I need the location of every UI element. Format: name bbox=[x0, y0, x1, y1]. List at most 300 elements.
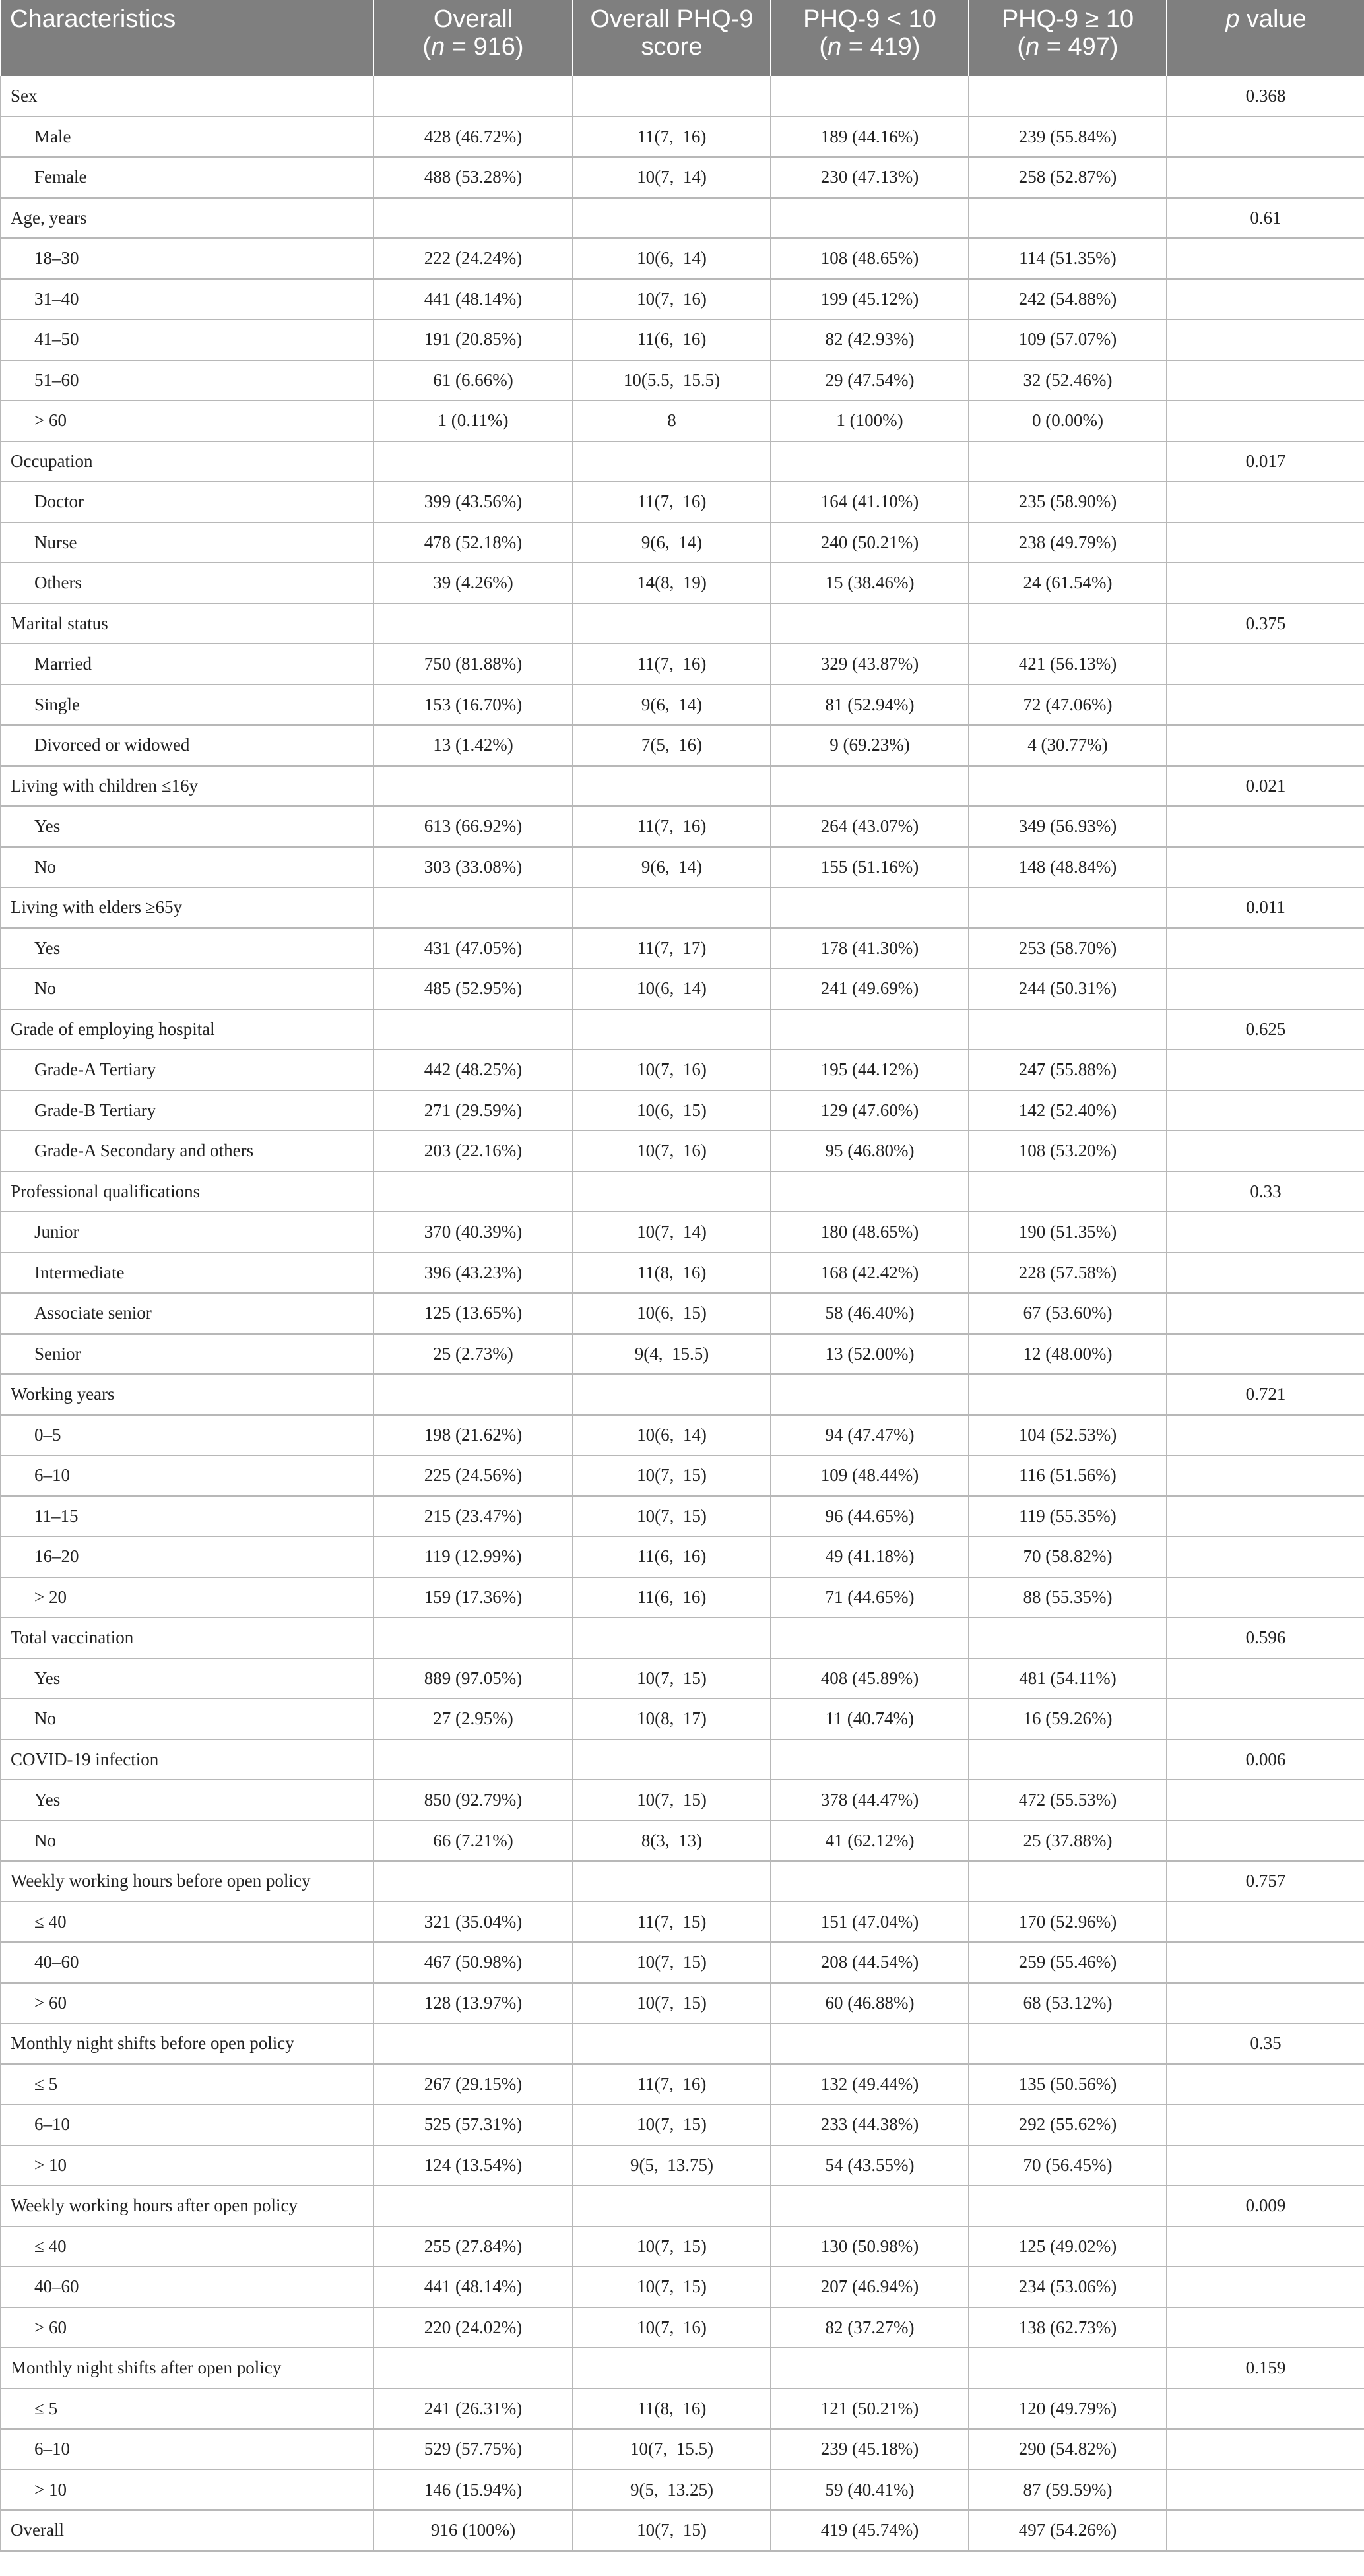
cell-overall bbox=[373, 2348, 573, 2389]
cell-overall: 215 (23.47%) bbox=[373, 1496, 573, 1537]
cell-overall: 159 (17.36%) bbox=[373, 1577, 573, 1618]
cell-overall: 198 (21.62%) bbox=[373, 1415, 573, 1456]
table-row bbox=[1, 2389, 1364, 2430]
cell-overall-score: 10(7, 15) bbox=[573, 2510, 771, 2551]
cell-overall bbox=[373, 441, 573, 482]
cell-phq-lt10: 199 (45.12%) bbox=[771, 279, 969, 320]
cell-phq-ge10: 24 (61.54%) bbox=[969, 563, 1167, 604]
cell-overall-score: 9(6, 14) bbox=[573, 522, 771, 563]
cell-phq-lt10: 130 (50.98%) bbox=[771, 2226, 969, 2267]
cell-phq-lt10: 329 (43.87%) bbox=[771, 644, 969, 685]
cell-phq-ge10: 148 (48.84%) bbox=[969, 847, 1167, 888]
cell-phq-lt10: 419 (45.74%) bbox=[771, 2510, 969, 2551]
cell-overall-score: 10(6, 14) bbox=[573, 1415, 771, 1456]
cell-phq-lt10: 15 (38.46%) bbox=[771, 563, 969, 604]
cell-overall: 255 (27.84%) bbox=[373, 2226, 573, 2267]
cell-overall-score bbox=[573, 198, 771, 239]
cell-overall-score bbox=[573, 2348, 771, 2389]
category-row bbox=[1, 1618, 1364, 1658]
cell-phq-ge10: 290 (54.82%) bbox=[969, 2429, 1167, 2470]
cell-overall: 441 (48.14%) bbox=[373, 2267, 573, 2308]
cell-phq-lt10: 60 (46.88%) bbox=[771, 1983, 969, 2024]
cell-phq-lt10 bbox=[771, 1618, 969, 1658]
cell-p-value bbox=[1167, 1212, 1364, 1253]
cell-phq-lt10: 82 (37.27%) bbox=[771, 2308, 969, 2348]
cell-overall-score: 9(5, 13.75) bbox=[573, 2145, 771, 2186]
cell-overall bbox=[373, 1618, 573, 1658]
cell-characteristic: 6–10 bbox=[1, 1455, 373, 1496]
cell-overall bbox=[373, 1172, 573, 1212]
cell-phq-ge10 bbox=[969, 441, 1167, 482]
cell-phq-ge10: 421 (56.13%) bbox=[969, 644, 1167, 685]
cell-overall-score bbox=[573, 1009, 771, 1050]
cell-phq-ge10: 12 (48.00%) bbox=[969, 1334, 1167, 1375]
cell-phq-ge10 bbox=[969, 604, 1167, 644]
cell-phq-lt10: 54 (43.55%) bbox=[771, 2145, 969, 2186]
cell-p-value: 0.35 bbox=[1167, 2023, 1364, 2064]
cell-phq-ge10 bbox=[969, 887, 1167, 928]
cell-characteristic: Weekly working hours after open policy bbox=[1, 2185, 373, 2226]
cell-p-value bbox=[1167, 1253, 1364, 1294]
cell-phq-lt10: 109 (48.44%) bbox=[771, 1455, 969, 1496]
cell-phq-ge10: 104 (52.53%) bbox=[969, 1415, 1167, 1456]
cell-overall-score: 10(7, 14) bbox=[573, 1212, 771, 1253]
table-row bbox=[1, 2267, 1364, 2308]
cell-overall: 128 (13.97%) bbox=[373, 1983, 573, 2024]
cell-phq-ge10: 244 (50.31%) bbox=[969, 968, 1167, 1009]
cell-overall-score: 11(7, 16) bbox=[573, 117, 771, 158]
cell-phq-ge10: 170 (52.96%) bbox=[969, 1902, 1167, 1943]
cell-phq-ge10 bbox=[969, 76, 1167, 117]
table-row bbox=[1, 1942, 1364, 1983]
cell-characteristic: ≤ 5 bbox=[1, 2064, 373, 2105]
cell-p-value: 0.625 bbox=[1167, 1009, 1364, 1050]
cell-phq-ge10: 472 (55.53%) bbox=[969, 1780, 1167, 1821]
cell-overall: 271 (29.59%) bbox=[373, 1090, 573, 1131]
table-body bbox=[1, 76, 1364, 2551]
cell-p-value bbox=[1167, 400, 1364, 441]
cell-overall: 222 (24.24%) bbox=[373, 238, 573, 279]
cell-overall-score bbox=[573, 1740, 771, 1780]
cell-overall-score: 10(7, 16) bbox=[573, 1050, 771, 1090]
cell-p-value bbox=[1167, 1415, 1364, 1456]
cell-p-value bbox=[1167, 2308, 1364, 2348]
cell-phq-ge10 bbox=[969, 1740, 1167, 1780]
table-row bbox=[1, 2470, 1364, 2511]
cell-characteristic: > 10 bbox=[1, 2145, 373, 2186]
cell-phq-lt10: 41 (62.12%) bbox=[771, 1821, 969, 1862]
cell-characteristic: Married bbox=[1, 644, 373, 685]
cell-characteristic: Associate senior bbox=[1, 1293, 373, 1334]
cell-overall: 153 (16.70%) bbox=[373, 685, 573, 726]
category-row bbox=[1, 2348, 1364, 2389]
table-row bbox=[1, 522, 1364, 563]
table-row bbox=[1, 2145, 1364, 2186]
cell-overall-score: 10(7, 15) bbox=[573, 1942, 771, 1983]
table-row bbox=[1, 1780, 1364, 1821]
cell-p-value bbox=[1167, 1293, 1364, 1334]
cell-phq-ge10: 67 (53.60%) bbox=[969, 1293, 1167, 1334]
table-row bbox=[1, 279, 1364, 320]
cell-overall: 125 (13.65%) bbox=[373, 1293, 573, 1334]
cell-overall: 396 (43.23%) bbox=[373, 1253, 573, 1294]
cell-overall-score bbox=[573, 441, 771, 482]
cell-phq-lt10 bbox=[771, 766, 969, 807]
cell-overall-score: 10(7, 15) bbox=[573, 2226, 771, 2267]
cell-phq-lt10: 9 (69.23%) bbox=[771, 725, 969, 766]
cell-overall-score: 10(7, 15) bbox=[573, 1780, 771, 1821]
cell-phq-ge10: 242 (54.88%) bbox=[969, 279, 1167, 320]
cell-characteristic: Others bbox=[1, 563, 373, 604]
cell-phq-lt10: 408 (45.89%) bbox=[771, 1658, 969, 1699]
cell-phq-ge10: 235 (58.90%) bbox=[969, 482, 1167, 522]
table-row bbox=[1, 1334, 1364, 1375]
cell-characteristic: Divorced or widowed bbox=[1, 725, 373, 766]
cell-p-value bbox=[1167, 1455, 1364, 1496]
table-row bbox=[1, 238, 1364, 279]
cell-characteristic: 40–60 bbox=[1, 1942, 373, 1983]
cell-p-value: 0.159 bbox=[1167, 2348, 1364, 2389]
cell-overall bbox=[373, 2023, 573, 2064]
cell-p-value bbox=[1167, 2389, 1364, 2430]
cell-phq-lt10 bbox=[771, 2185, 969, 2226]
cell-overall-score: 10(7, 15) bbox=[573, 1496, 771, 1537]
cell-overall: 431 (47.05%) bbox=[373, 928, 573, 969]
cell-phq-lt10: 240 (50.21%) bbox=[771, 522, 969, 563]
cell-characteristic: Grade-A Secondary and others bbox=[1, 1131, 373, 1172]
cell-p-value: 0.596 bbox=[1167, 1618, 1364, 1658]
cell-p-value: 0.33 bbox=[1167, 1172, 1364, 1212]
cell-phq-ge10: 135 (50.56%) bbox=[969, 2064, 1167, 2105]
cell-phq-ge10: 70 (58.82%) bbox=[969, 1536, 1167, 1577]
cell-characteristic: 40–60 bbox=[1, 2267, 373, 2308]
cell-phq-lt10: 132 (49.44%) bbox=[771, 2064, 969, 2105]
cell-overall-score: 11(7, 15) bbox=[573, 1902, 771, 1943]
cell-phq-lt10 bbox=[771, 441, 969, 482]
cell-overall-score: 11(7, 16) bbox=[573, 2064, 771, 2105]
cell-overall: 441 (48.14%) bbox=[373, 279, 573, 320]
cell-phq-ge10 bbox=[969, 1861, 1167, 1902]
cell-overall-score bbox=[573, 887, 771, 928]
cell-overall: 267 (29.15%) bbox=[373, 2064, 573, 2105]
cell-phq-lt10 bbox=[771, 198, 969, 239]
cell-overall-score: 10(6, 15) bbox=[573, 1293, 771, 1334]
cell-p-value bbox=[1167, 117, 1364, 158]
cell-overall: 124 (13.54%) bbox=[373, 2145, 573, 2186]
cell-characteristic: Professional qualifications bbox=[1, 1172, 373, 1212]
cell-phq-ge10: 120 (49.79%) bbox=[969, 2389, 1167, 2430]
cell-characteristic: ≤ 5 bbox=[1, 2389, 373, 2430]
cell-overall-score: 10(7, 16) bbox=[573, 2308, 771, 2348]
cell-overall-score bbox=[573, 2023, 771, 2064]
cell-phq-ge10: 108 (53.20%) bbox=[969, 1131, 1167, 1172]
cell-p-value bbox=[1167, 2267, 1364, 2308]
cell-characteristic: No bbox=[1, 1699, 373, 1740]
cell-phq-lt10: 264 (43.07%) bbox=[771, 806, 969, 847]
cell-phq-lt10: 155 (51.16%) bbox=[771, 847, 969, 888]
cell-phq-ge10 bbox=[969, 2023, 1167, 2064]
cell-phq-ge10: 109 (57.07%) bbox=[969, 319, 1167, 360]
cell-characteristic: Grade of employing hospital bbox=[1, 1009, 373, 1050]
cell-phq-lt10: 230 (47.13%) bbox=[771, 157, 969, 198]
cell-phq-lt10: 81 (52.94%) bbox=[771, 685, 969, 726]
cell-phq-ge10: 481 (54.11%) bbox=[969, 1658, 1167, 1699]
cell-characteristic: > 60 bbox=[1, 1983, 373, 2024]
table-row bbox=[1, 360, 1364, 401]
cell-characteristic: No bbox=[1, 847, 373, 888]
cell-characteristic: Single bbox=[1, 685, 373, 726]
cell-phq-ge10: 25 (37.88%) bbox=[969, 1821, 1167, 1862]
cell-characteristic: Intermediate bbox=[1, 1253, 373, 1294]
cell-phq-ge10: 114 (51.35%) bbox=[969, 238, 1167, 279]
cell-characteristic: 11–15 bbox=[1, 1496, 373, 1537]
table-row bbox=[1, 1293, 1364, 1334]
cell-p-value: 0.011 bbox=[1167, 887, 1364, 928]
cell-phq-lt10 bbox=[771, 1172, 969, 1212]
category-row bbox=[1, 1740, 1364, 1780]
cell-overall-score bbox=[573, 1618, 771, 1658]
cell-phq-lt10: 168 (42.42%) bbox=[771, 1253, 969, 1294]
cell-phq-lt10: 164 (41.10%) bbox=[771, 482, 969, 522]
cell-overall: 13 (1.42%) bbox=[373, 725, 573, 766]
cell-overall bbox=[373, 76, 573, 117]
cell-overall: 241 (26.31%) bbox=[373, 2389, 573, 2430]
cell-characteristic: Doctor bbox=[1, 482, 373, 522]
cell-overall-score: 10(7, 15) bbox=[573, 2267, 771, 2308]
cell-characteristic: 16–20 bbox=[1, 1536, 373, 1577]
cell-phq-ge10: 32 (52.46%) bbox=[969, 360, 1167, 401]
cell-overall bbox=[373, 1861, 573, 1902]
cell-phq-ge10: 292 (55.62%) bbox=[969, 2104, 1167, 2145]
cell-p-value: 0.017 bbox=[1167, 441, 1364, 482]
cell-overall-score: 11(8, 16) bbox=[573, 1253, 771, 1294]
cell-phq-ge10: 4 (30.77%) bbox=[969, 725, 1167, 766]
cell-phq-lt10 bbox=[771, 76, 969, 117]
table-row bbox=[1, 319, 1364, 360]
table-header bbox=[1, 0, 1364, 76]
cell-overall-score: 11(7, 17) bbox=[573, 928, 771, 969]
table-row bbox=[1, 1699, 1364, 1740]
table-row bbox=[1, 1821, 1364, 1862]
cell-phq-lt10: 178 (41.30%) bbox=[771, 928, 969, 969]
cell-phq-lt10: 71 (44.65%) bbox=[771, 1577, 969, 1618]
cell-phq-ge10: 253 (58.70%) bbox=[969, 928, 1167, 969]
cell-overall: 370 (40.39%) bbox=[373, 1212, 573, 1253]
cell-phq-lt10: 121 (50.21%) bbox=[771, 2389, 969, 2430]
cell-characteristic: Occupation bbox=[1, 441, 373, 482]
cell-characteristic: > 20 bbox=[1, 1577, 373, 1618]
cell-phq-lt10: 207 (46.94%) bbox=[771, 2267, 969, 2308]
cell-p-value: 0.757 bbox=[1167, 1861, 1364, 1902]
cell-phq-lt10: 11 (40.74%) bbox=[771, 1699, 969, 1740]
cell-phq-lt10: 58 (46.40%) bbox=[771, 1293, 969, 1334]
cell-characteristic: 31–40 bbox=[1, 279, 373, 320]
cell-phq-lt10 bbox=[771, 1861, 969, 1902]
cell-overall bbox=[373, 198, 573, 239]
cell-phq-ge10: 16 (59.26%) bbox=[969, 1699, 1167, 1740]
cell-p-value: 0.721 bbox=[1167, 1374, 1364, 1415]
cell-overall-score: 9(4, 15.5) bbox=[573, 1334, 771, 1375]
cell-overall bbox=[373, 766, 573, 807]
category-row bbox=[1, 198, 1364, 239]
cell-characteristic: 41–50 bbox=[1, 319, 373, 360]
cell-overall-score: 11(7, 16) bbox=[573, 644, 771, 685]
table-row bbox=[1, 928, 1364, 969]
cell-phq-ge10 bbox=[969, 2185, 1167, 2226]
cell-characteristic: Total vaccination bbox=[1, 1618, 373, 1658]
cell-characteristic: Marital status bbox=[1, 604, 373, 644]
cell-overall-score: 10(8, 17) bbox=[573, 1699, 771, 1740]
cell-p-value bbox=[1167, 928, 1364, 969]
cell-overall-score: 10(7, 16) bbox=[573, 279, 771, 320]
cell-characteristic: Junior bbox=[1, 1212, 373, 1253]
cell-phq-lt10 bbox=[771, 2348, 969, 2389]
cell-overall: 225 (24.56%) bbox=[373, 1455, 573, 1496]
cell-phq-lt10: 180 (48.65%) bbox=[771, 1212, 969, 1253]
cell-overall: 750 (81.88%) bbox=[373, 644, 573, 685]
cell-characteristic: > 60 bbox=[1, 2308, 373, 2348]
cell-overall: 613 (66.92%) bbox=[373, 806, 573, 847]
cell-characteristic: Weekly working hours before open policy bbox=[1, 1861, 373, 1902]
cell-p-value bbox=[1167, 279, 1364, 320]
cell-characteristic: 18–30 bbox=[1, 238, 373, 279]
cell-phq-lt10: 233 (44.38%) bbox=[771, 2104, 969, 2145]
cell-overall-score bbox=[573, 1172, 771, 1212]
cell-phq-ge10 bbox=[969, 1618, 1167, 1658]
cell-characteristic: Grade-B Tertiary bbox=[1, 1090, 373, 1131]
header-overall: Overall (n = 916) bbox=[373, 0, 573, 76]
cell-characteristic: Female bbox=[1, 157, 373, 198]
cell-p-value bbox=[1167, 360, 1364, 401]
table-row bbox=[1, 1131, 1364, 1172]
cell-overall-score: 10(7, 15) bbox=[573, 2104, 771, 2145]
cell-phq-lt10: 49 (41.18%) bbox=[771, 1536, 969, 1577]
cell-phq-ge10: 72 (47.06%) bbox=[969, 685, 1167, 726]
table-row bbox=[1, 1902, 1364, 1943]
cell-characteristic: No bbox=[1, 968, 373, 1009]
cell-phq-lt10: 95 (46.80%) bbox=[771, 1131, 969, 1172]
cell-overall: 478 (52.18%) bbox=[373, 522, 573, 563]
table-row bbox=[1, 847, 1364, 888]
cell-p-value bbox=[1167, 1050, 1364, 1090]
cell-phq-ge10 bbox=[969, 1172, 1167, 1212]
cell-p-value bbox=[1167, 2470, 1364, 2511]
cell-overall: 850 (92.79%) bbox=[373, 1780, 573, 1821]
total-row bbox=[1, 2510, 1364, 2551]
cell-p-value bbox=[1167, 1902, 1364, 1943]
cell-characteristic: No bbox=[1, 1821, 373, 1862]
table-row bbox=[1, 1577, 1364, 1618]
cell-overall-score: 11(6, 16) bbox=[573, 319, 771, 360]
cell-overall-score: 8 bbox=[573, 400, 771, 441]
table-row bbox=[1, 157, 1364, 198]
table-row bbox=[1, 2226, 1364, 2267]
cell-overall: 321 (35.04%) bbox=[373, 1902, 573, 1943]
cell-overall-score: 9(5, 13.25) bbox=[573, 2470, 771, 2511]
table-row bbox=[1, 1496, 1364, 1537]
cell-characteristic: Grade-A Tertiary bbox=[1, 1050, 373, 1090]
cell-characteristic: > 60 bbox=[1, 400, 373, 441]
cell-p-value bbox=[1167, 685, 1364, 726]
cell-overall-score bbox=[573, 1861, 771, 1902]
cell-overall: 220 (24.02%) bbox=[373, 2308, 573, 2348]
cell-p-value bbox=[1167, 806, 1364, 847]
table-row bbox=[1, 1253, 1364, 1294]
cell-p-value bbox=[1167, 1496, 1364, 1537]
cell-p-value: 0.368 bbox=[1167, 76, 1364, 117]
cell-overall-score: 11(7, 16) bbox=[573, 806, 771, 847]
cell-overall-score: 11(6, 16) bbox=[573, 1577, 771, 1618]
cell-overall-score bbox=[573, 1374, 771, 1415]
header-overall-score: Overall PHQ-9 score bbox=[573, 0, 771, 76]
cell-overall: 1 (0.11%) bbox=[373, 400, 573, 441]
cell-overall: 119 (12.99%) bbox=[373, 1536, 573, 1577]
table-row bbox=[1, 725, 1364, 766]
cell-phq-lt10: 239 (45.18%) bbox=[771, 2429, 969, 2470]
cell-p-value bbox=[1167, 238, 1364, 279]
cell-characteristic: Living with elders ≥65y bbox=[1, 887, 373, 928]
table-row bbox=[1, 2429, 1364, 2470]
cell-phq-ge10: 247 (55.88%) bbox=[969, 1050, 1167, 1090]
cell-overall-score: 11(7, 16) bbox=[573, 482, 771, 522]
cell-characteristic: ≤ 40 bbox=[1, 2226, 373, 2267]
cell-phq-ge10 bbox=[969, 198, 1167, 239]
cell-phq-lt10: 96 (44.65%) bbox=[771, 1496, 969, 1537]
cell-p-value bbox=[1167, 1334, 1364, 1375]
cell-p-value bbox=[1167, 725, 1364, 766]
cell-characteristic: Age, years bbox=[1, 198, 373, 239]
cell-p-value: 0.375 bbox=[1167, 604, 1364, 644]
cell-phq-ge10: 138 (62.73%) bbox=[969, 2308, 1167, 2348]
category-row bbox=[1, 2023, 1364, 2064]
cell-phq-lt10: 59 (40.41%) bbox=[771, 2470, 969, 2511]
cell-p-value bbox=[1167, 1942, 1364, 1983]
category-row bbox=[1, 1861, 1364, 1902]
cell-phq-ge10 bbox=[969, 1009, 1167, 1050]
cell-overall-score: 7(5, 16) bbox=[573, 725, 771, 766]
cell-p-value: 0.61 bbox=[1167, 198, 1364, 239]
table-row bbox=[1, 1983, 1364, 2024]
cell-phq-ge10: 125 (49.02%) bbox=[969, 2226, 1167, 2267]
table-row bbox=[1, 968, 1364, 1009]
category-row bbox=[1, 1172, 1364, 1212]
cell-p-value bbox=[1167, 563, 1364, 604]
cell-phq-lt10: 13 (52.00%) bbox=[771, 1334, 969, 1375]
cell-phq-ge10: 234 (53.06%) bbox=[969, 2267, 1167, 2308]
cell-overall-score: 10(6, 15) bbox=[573, 1090, 771, 1131]
cell-overall: 191 (20.85%) bbox=[373, 319, 573, 360]
header-phq-ge10: PHQ-9 ≥ 10 (n = 497) bbox=[969, 0, 1167, 76]
cell-characteristic: 6–10 bbox=[1, 2429, 373, 2470]
cell-overall: 428 (46.72%) bbox=[373, 117, 573, 158]
cell-phq-ge10: 190 (51.35%) bbox=[969, 1212, 1167, 1253]
table-row bbox=[1, 2104, 1364, 2145]
cell-phq-ge10: 259 (55.46%) bbox=[969, 1942, 1167, 1983]
cell-phq-ge10: 238 (49.79%) bbox=[969, 522, 1167, 563]
cell-p-value bbox=[1167, 1090, 1364, 1131]
cell-phq-ge10 bbox=[969, 766, 1167, 807]
cell-phq-lt10 bbox=[771, 1740, 969, 1780]
cell-overall-score: 11(8, 16) bbox=[573, 2389, 771, 2430]
table-row bbox=[1, 1415, 1364, 1456]
cell-characteristic: ≤ 40 bbox=[1, 1902, 373, 1943]
cell-phq-lt10: 189 (44.16%) bbox=[771, 117, 969, 158]
cell-overall-score bbox=[573, 76, 771, 117]
cell-p-value bbox=[1167, 1983, 1364, 2024]
cell-phq-ge10: 87 (59.59%) bbox=[969, 2470, 1167, 2511]
table-row bbox=[1, 400, 1364, 441]
cell-phq-lt10: 108 (48.65%) bbox=[771, 238, 969, 279]
